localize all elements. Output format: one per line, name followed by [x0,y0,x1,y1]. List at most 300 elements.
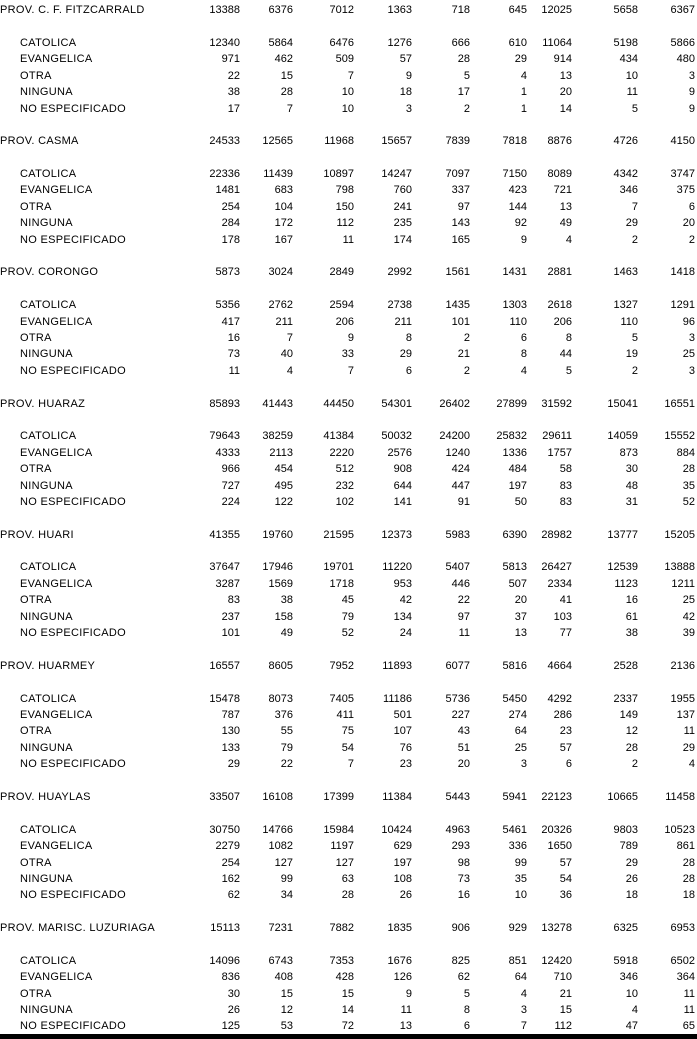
value-cell: 15113 [210,922,240,935]
value-cell: 644 [393,479,412,492]
value-cell: 3 [688,332,695,344]
value-cell: 31 [625,495,638,508]
value-cell: 28 [682,463,695,476]
value-cell: 375 [676,184,695,197]
value-cell: 1650 [547,840,572,853]
value-cell: 112 [554,1020,572,1033]
value-cell: 150 [335,200,354,213]
value-cell: 30 [625,463,638,476]
value-cell: 7 [347,364,354,377]
value-cell: 12420 [541,954,572,967]
value-cell: 134 [393,610,412,623]
value-cell: 22123 [541,790,572,803]
value-cell: 7 [520,1020,527,1033]
value-cell: 1197 [330,840,354,853]
spacer-row [0,903,695,919]
value-cell: 11458 [665,790,695,803]
value-cell: 6 [688,200,695,213]
value-cell: 110 [620,315,638,328]
value-cell: 5873 [215,266,240,279]
category-row-label: NO ESPECIFICADO [20,758,126,771]
category-row [0,477,695,493]
value-cell: 49 [559,217,572,230]
value-cell: 1303 [502,299,527,312]
value-cell: 35 [682,479,695,492]
value-cell: 42 [399,594,412,607]
value-cell: 18 [399,86,412,99]
province-row-label: PROV. CASMA [0,135,79,148]
value-cell: 39 [682,627,695,640]
category-row [0,100,695,116]
value-cell: 1327 [613,299,638,312]
value-cell: 8605 [268,659,293,672]
value-cell: 914 [553,53,572,66]
value-cell: 12 [280,1004,293,1017]
value-cell: 130 [221,725,240,738]
value-cell: 22 [457,594,470,607]
value-cell: 1463 [613,266,638,279]
category-row [0,35,695,51]
value-cell: 20 [457,758,470,771]
category-row [0,494,695,510]
value-cell: 14 [559,102,572,115]
value-cell: 20326 [541,823,572,836]
category-row [0,969,695,985]
value-cell: 42 [682,610,695,623]
value-cell: 4 [520,987,527,1000]
value-cell: 2 [688,233,695,246]
value-cell: 211 [394,315,412,328]
category-row [0,887,695,903]
value-cell: 423 [508,184,527,197]
value-cell: 65 [682,1020,695,1033]
value-cell: 11 [683,987,695,1000]
category-row-label: CATOLICA [20,561,77,574]
value-cell: 28 [682,872,695,885]
value-cell: 11220 [382,561,412,574]
value-cell: 22 [227,69,240,82]
value-cell: 127 [335,856,354,869]
value-cell: 825 [451,954,470,967]
value-cell: 25 [514,741,527,754]
value-cell: 4 [631,1004,638,1017]
value-cell: 7 [347,69,354,82]
category-row [0,707,695,723]
value-cell: 26427 [541,561,572,574]
value-cell: 2849 [329,266,354,279]
value-cell: 5864 [268,36,293,49]
value-cell: 908 [393,463,412,476]
value-cell: 149 [619,708,638,721]
value-cell: 77 [559,627,572,640]
value-cell: 33 [341,348,354,361]
category-row [0,985,695,1001]
value-cell: 721 [553,184,572,197]
province-row-label: PROV. HUARI [0,528,74,541]
value-cell: 57 [559,856,572,869]
value-cell: 99 [514,856,527,869]
category-row [0,756,695,772]
value-cell: 7231 [268,922,293,935]
value-cell: 24 [399,627,412,640]
category-row [0,231,695,247]
value-cell: 462 [274,53,293,66]
value-cell: 52 [341,627,354,640]
category-row [0,822,695,838]
value-cell: 9 [405,987,412,1000]
province-row-label: PROV. CORONGO [0,266,99,279]
value-cell: 376 [274,708,293,721]
category-row [0,363,695,379]
province-row-label: PROV. C. F. FITZCARRALD [0,4,145,17]
spacer-row [0,150,695,166]
value-cell: 11 [683,1004,695,1017]
value-cell: 44 [559,348,572,361]
value-cell: 337 [451,184,470,197]
value-cell: 20 [514,594,527,607]
value-cell: 293 [451,840,470,853]
value-cell: 43 [457,725,470,738]
value-cell: 5461 [502,823,527,836]
value-cell: 12539 [607,561,638,574]
value-cell: 14059 [607,430,638,443]
value-cell: 683 [274,184,293,197]
value-cell: 3 [520,758,527,771]
category-row-label: CATOLICA [20,823,77,836]
value-cell: 178 [221,233,240,246]
value-cell: 37647 [209,561,240,574]
value-cell: 1336 [502,446,527,459]
value-cell: 4 [286,364,293,377]
value-cell: 6476 [329,36,354,49]
value-cell: 29 [625,856,638,869]
value-cell: 2618 [547,299,572,312]
category-row-label: NO ESPECIFICADO [20,495,126,508]
value-cell: 54301 [381,397,412,410]
value-cell: 760 [393,184,412,197]
value-cell: 50 [514,495,527,508]
value-cell: 5 [631,332,638,344]
value-cell: 172 [274,217,293,230]
value-cell: 110 [509,315,527,328]
category-row-label: NO ESPECIFICADO [20,1020,126,1033]
value-cell: 3 [405,102,412,115]
category-row-label: OTRA [20,463,52,476]
value-cell: 666 [451,36,470,49]
value-cell: 411 [336,708,354,721]
value-cell: 434 [619,53,638,66]
value-cell: 2113 [269,446,293,459]
category-row [0,608,695,624]
value-cell: 6 [520,332,527,344]
value-cell: 6502 [670,954,695,967]
value-cell: 51 [457,741,470,754]
value-cell: 2 [463,364,470,377]
value-cell: 20 [559,86,572,99]
value-cell: 1082 [268,840,293,853]
category-row-label: NINGUNA [20,741,73,754]
value-cell: 29 [625,217,638,230]
value-cell: 33507 [209,790,240,803]
value-cell: 73 [457,872,470,885]
value-cell: 6376 [268,4,293,17]
value-cell: 12 [625,725,638,738]
value-cell: 18 [625,889,638,902]
category-row [0,330,695,346]
value-cell: 141 [393,495,412,508]
religion-by-province-table [0,2,695,1035]
value-cell: 10897 [323,168,354,181]
value-cell: 254 [221,200,240,213]
category-row [0,871,695,887]
value-cell: 13 [559,200,572,213]
category-row [0,592,695,608]
category-row [0,461,695,477]
value-cell: 501 [393,708,412,721]
category-row [0,576,695,592]
value-cell: 9803 [613,823,638,836]
category-row-label: NINGUNA [20,479,73,492]
value-cell: 224 [221,495,240,508]
value-cell: 2576 [387,446,412,459]
table-body [0,2,695,1035]
value-cell: 507 [508,577,527,590]
value-cell: 49 [280,627,293,640]
value-cell: 9 [347,332,354,344]
value-cell: 7839 [445,135,470,148]
value-cell: 98 [457,856,470,869]
value-cell: 10424 [381,823,412,836]
category-row-label: NINGUNA [20,348,73,361]
value-cell: 158 [274,610,293,623]
value-cell: 10 [341,86,354,99]
value-cell: 16557 [209,659,240,672]
value-cell: 237 [221,610,240,623]
value-cell: 7097 [445,168,470,181]
value-cell: 61 [625,610,638,623]
value-cell: 13388 [209,4,240,17]
category-row [0,346,695,362]
value-cell: 41355 [209,528,240,541]
value-cell: 18 [682,889,695,902]
value-cell: 10665 [607,790,638,803]
category-row [0,953,695,969]
value-cell: 9 [688,102,695,115]
spacer-row [0,412,695,428]
province-row-label: PROV. HUARMEY [0,659,96,672]
value-cell: 1561 [445,266,470,279]
value-cell: 5 [463,69,470,82]
value-cell: 966 [221,463,240,476]
value-cell: 14 [341,1004,354,1017]
province-row-label: PROV. MARISC. LUZURIAGA [0,922,156,935]
value-cell: 6 [565,758,572,771]
value-cell: 99 [280,872,293,885]
value-cell: 5 [463,987,470,1000]
value-cell: 107 [393,725,412,738]
value-cell: 11186 [383,692,412,705]
value-cell: 92 [514,217,527,230]
value-cell: 1569 [268,577,293,590]
value-cell: 971 [221,53,240,66]
value-cell: 1418 [670,266,695,279]
value-cell: 104 [274,200,293,213]
value-cell: 509 [335,53,354,66]
value-cell: 6390 [502,528,527,541]
value-cell: 97 [457,200,470,213]
value-cell: 17946 [262,561,293,574]
value-cell: 13278 [541,922,572,935]
value-cell: 10 [625,987,638,1000]
value-cell: 2762 [268,299,293,312]
value-cell: 144 [508,200,527,213]
province-row [0,920,695,936]
value-cell: 101 [221,627,240,640]
value-cell: 16 [227,332,240,344]
value-cell: 28982 [541,528,572,541]
value-cell: 16551 [664,397,695,410]
value-cell: 22336 [209,168,240,181]
value-cell: 5941 [502,790,527,803]
value-cell: 254 [221,856,240,869]
spacer-row [0,18,695,34]
value-cell: 364 [676,971,695,984]
value-cell: 57 [399,53,412,66]
value-cell: 7 [347,758,354,771]
spacer-row [0,772,695,788]
value-cell: 424 [451,463,470,476]
value-cell: 8 [520,348,527,361]
value-cell: 274 [508,708,527,721]
value-cell: 25 [682,348,695,361]
value-cell: 6953 [670,922,695,935]
value-cell: 31592 [541,397,572,410]
category-row-label: NINGUNA [20,1004,73,1017]
value-cell: 286 [553,708,572,721]
value-cell: 789 [619,840,638,853]
value-cell: 41 [559,594,572,607]
value-cell: 727 [221,479,240,492]
value-cell: 25 [682,594,695,607]
value-cell: 480 [676,53,695,66]
category-row-label: EVANGELICA [20,577,93,590]
value-cell: 2279 [215,840,240,853]
category-row-label: CATOLICA [20,168,77,181]
value-cell: 4 [520,364,527,377]
value-cell: 47 [625,1020,638,1033]
value-cell: 1 [520,102,527,115]
value-cell: 15041 [607,397,638,410]
value-cell: 26 [625,872,638,885]
value-cell: 44450 [323,397,354,410]
value-cell: 211 [275,315,293,328]
value-cell: 1955 [670,692,695,705]
value-cell: 4664 [547,659,572,672]
value-cell: 23 [559,725,572,738]
value-cell: 97 [457,610,470,623]
category-row-label: EVANGELICA [20,53,93,66]
value-cell: 48 [625,479,638,492]
value-cell: 79643 [209,430,240,443]
value-cell: 19701 [323,561,354,574]
value-cell: 873 [619,446,638,459]
category-row-label: EVANGELICA [20,708,93,721]
value-cell: 72 [341,1020,354,1033]
category-row [0,838,695,854]
value-cell: 63 [341,872,354,885]
value-cell: 79 [341,610,354,623]
value-cell: 14766 [262,823,293,836]
value-cell: 29 [682,741,695,754]
value-cell: 5983 [445,528,470,541]
value-cell: 1481 [215,184,240,197]
value-cell: 11 [626,86,638,99]
value-cell: 7952 [329,659,354,672]
value-cell: 9 [405,69,412,82]
value-cell: 126 [393,971,412,984]
value-cell: 851 [508,954,527,967]
value-cell: 103 [553,610,572,623]
value-cell: 29 [399,348,412,361]
value-cell: 7405 [329,692,354,705]
value-cell: 22 [280,758,293,771]
value-cell: 227 [451,708,470,721]
value-cell: 30 [227,987,240,1000]
value-cell: 3 [688,364,695,377]
value-cell: 26 [399,889,412,902]
province-row [0,527,695,543]
value-cell: 346 [619,971,638,984]
value-cell: 7818 [502,135,527,148]
value-cell: 133 [221,741,240,754]
value-cell: 13777 [607,528,638,541]
category-row [0,68,695,84]
value-cell: 10 [625,69,638,82]
category-row-label: NINGUNA [20,610,73,623]
category-row-label: OTRA [20,856,52,869]
value-cell: 4963 [445,823,470,836]
value-cell: 6077 [445,659,470,672]
value-cell: 24200 [439,430,470,443]
value-cell: 28 [625,741,638,754]
value-cell: 58 [559,463,572,476]
value-cell: 5450 [502,692,527,705]
category-row-label: EVANGELICA [20,971,93,984]
value-cell: 2 [463,102,470,115]
value-cell: 19 [625,348,638,361]
province-row-label: PROV. HUARAZ [0,397,86,410]
category-row-label: NO ESPECIFICADO [20,364,126,377]
category-row-label: NINGUNA [20,217,73,230]
value-cell: 137 [676,708,695,721]
value-cell: 79 [280,741,293,754]
value-cell: 232 [335,479,354,492]
value-cell: 8073 [268,692,293,705]
spacer-row [0,117,695,133]
value-cell: 29611 [542,430,572,443]
category-row-label: NINGUNA [20,872,73,885]
category-row-label: OTRA [20,725,52,738]
value-cell: 417 [221,315,240,328]
value-cell: 112 [336,217,354,230]
value-cell: 11 [458,627,470,640]
category-row-label: EVANGELICA [20,446,93,459]
value-cell: 4342 [613,168,638,181]
value-cell: 30750 [209,823,240,836]
spacer-row [0,674,695,690]
value-cell: 41384 [323,430,354,443]
value-cell: 5407 [445,561,470,574]
